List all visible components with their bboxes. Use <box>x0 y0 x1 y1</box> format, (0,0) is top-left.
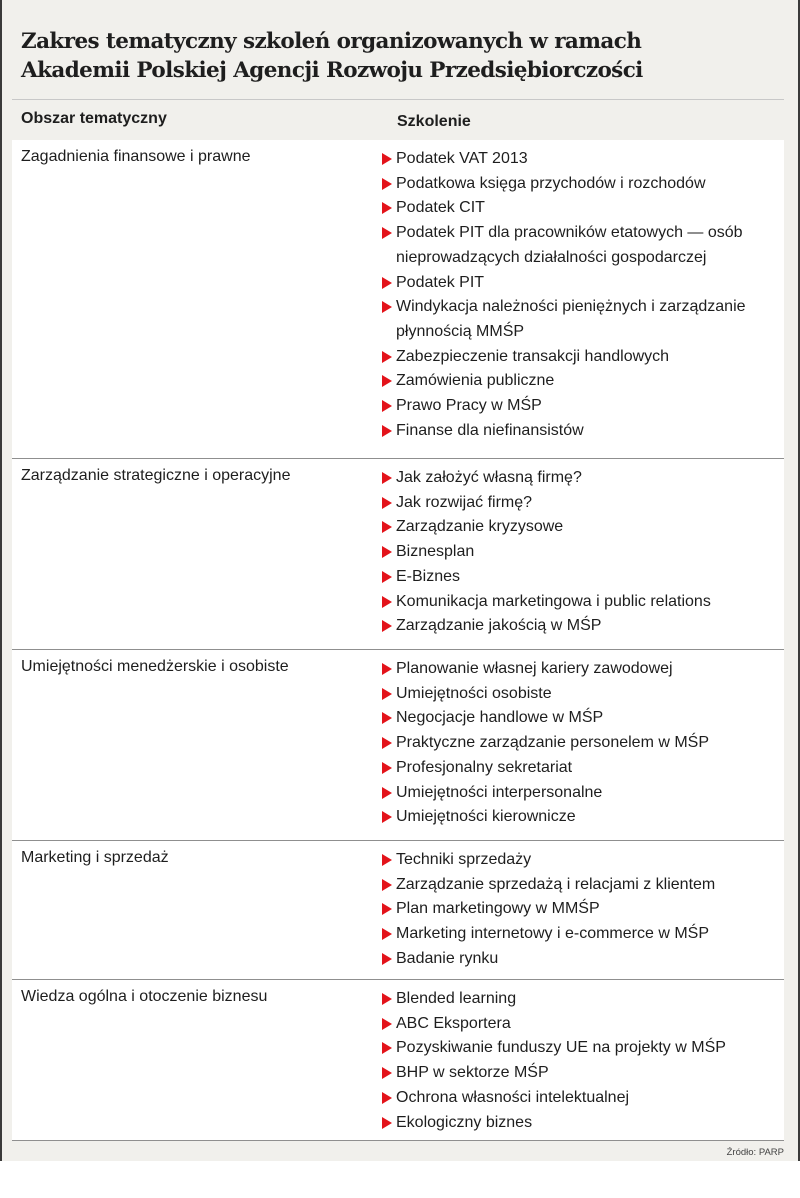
bullet-arrow-icon <box>382 202 392 214</box>
course-name: Podatek PIT dla pracowników etatowych — osób <box>396 224 743 242</box>
table-header <box>12 99 784 142</box>
list-item <box>381 271 746 296</box>
topic-area-label: Zagadnienia finansowe i prawne <box>21 148 251 165</box>
bullet-arrow-icon <box>382 546 392 558</box>
list-item <box>381 172 746 197</box>
list-item <box>381 369 746 394</box>
bullet-arrow-icon <box>382 277 392 289</box>
course-name: Umiejętności interpersonalne <box>396 783 603 801</box>
course-name: Pozyskiwanie funduszy UE na projekty w MŚP <box>396 1039 726 1057</box>
course-list <box>381 987 726 1135</box>
page-margin <box>0 1161 800 1198</box>
bullet-arrow-icon <box>382 879 392 891</box>
course-name: Ochrona własności intelektualnej <box>396 1088 630 1106</box>
course-name: E-Biznes <box>396 567 461 585</box>
topic-area-label: Wiedza ogólna i otoczenie biznesu <box>21 988 268 1005</box>
bullet-arrow-icon <box>382 497 392 509</box>
course-name: Planowanie własnej kariery zawodowej <box>396 660 673 677</box>
list-item <box>381 295 746 344</box>
course-list <box>381 147 746 443</box>
course-name: Umiejętności osobiste <box>396 684 552 702</box>
column-header-course: Szkolenie <box>397 113 471 130</box>
list-item <box>381 394 746 419</box>
bullet-arrow-icon <box>382 688 392 700</box>
course-name: Windykacja należności pieniężnych i zarządzanie <box>396 298 746 316</box>
bullet-arrow-icon <box>382 993 392 1005</box>
bullet-arrow-icon <box>382 1092 392 1104</box>
course-name: Podatek PIT <box>396 273 485 291</box>
list-item <box>381 590 711 615</box>
bullet-arrow-icon <box>382 1067 392 1079</box>
topic-area-label: Marketing i sprzedaż <box>21 849 169 866</box>
table-row <box>12 650 784 841</box>
bullet-arrow-icon <box>382 521 392 533</box>
list-item <box>381 897 715 922</box>
course-name: Jak założyć własną firmę? <box>396 469 582 486</box>
course-name: Plan marketingowy w MMŚP <box>396 900 600 918</box>
course-name: Praktyczne zarządzanie personelem w MŚP <box>396 734 710 752</box>
bullet-arrow-icon <box>382 227 392 239</box>
course-name: Komunikacja marketingowa i public relations <box>396 592 711 610</box>
course-name: Blended learning <box>396 990 517 1007</box>
list-item <box>381 848 715 873</box>
course-name: Techniki sprzedaży <box>396 851 532 868</box>
column-header-area: Obszar tematyczny <box>21 110 167 127</box>
list-item <box>381 1012 726 1037</box>
course-name: Zabezpieczenie transakcji handlowych <box>396 347 670 365</box>
bullet-arrow-icon <box>382 178 392 190</box>
list-item <box>381 706 709 731</box>
course-name: BHP w sektorze MŚP <box>396 1064 549 1082</box>
course-name: Umiejętności kierownicze <box>396 808 576 826</box>
list-item <box>381 491 711 516</box>
course-name: Badanie rynku <box>396 949 499 967</box>
bullet-arrow-icon <box>382 620 392 632</box>
list-item <box>381 466 711 491</box>
bullet-arrow-icon <box>382 663 392 675</box>
list-item <box>381 565 711 590</box>
bullet-arrow-icon <box>382 712 392 724</box>
source-note: Źródło: PARP <box>726 1147 784 1158</box>
bullet-arrow-icon <box>382 400 392 412</box>
course-list <box>381 848 715 972</box>
course-name: Negocjacje handlowe w MŚP <box>396 709 604 727</box>
title-line-2: Akademii Polskiej Agencji Rozwoju Przedsiębiorczości <box>21 58 643 83</box>
list-item <box>381 781 709 806</box>
list-item <box>381 147 746 172</box>
table-row <box>12 841 784 980</box>
bullet-arrow-icon <box>382 787 392 799</box>
list-item <box>381 540 711 565</box>
table-row <box>12 980 784 1141</box>
list-item <box>381 922 715 947</box>
bullet-arrow-icon <box>382 375 392 387</box>
course-list <box>381 466 711 639</box>
bullet-arrow-icon <box>382 301 392 313</box>
course-list <box>381 657 709 830</box>
course-name: nieprowadzących działalności gospodarczej <box>396 248 707 266</box>
course-name: Zarządzanie kryzysowe <box>396 518 564 536</box>
bullet-arrow-icon <box>382 737 392 749</box>
bullet-arrow-icon <box>382 351 392 363</box>
bullet-arrow-icon <box>382 854 392 866</box>
list-item <box>381 196 746 221</box>
list-item <box>381 1111 726 1136</box>
bullet-arrow-icon <box>382 928 392 940</box>
bullet-arrow-icon <box>382 596 392 608</box>
course-name: płynnością MMŚP <box>396 322 525 340</box>
bullet-arrow-icon <box>382 762 392 774</box>
list-item <box>381 221 746 270</box>
course-name: Zamówienia publiczne <box>396 372 555 390</box>
list-item <box>381 873 715 898</box>
course-name: Prawo Pracy w MŚP <box>396 397 542 415</box>
list-item <box>381 419 746 444</box>
list-item <box>381 731 709 756</box>
topic-area-label: Umiejętności menedżerskie i osobiste <box>21 658 289 675</box>
table-row <box>12 140 784 459</box>
list-item <box>381 756 709 781</box>
list-item <box>381 614 711 639</box>
list-item <box>381 657 709 682</box>
bullet-arrow-icon <box>382 153 392 165</box>
course-name: Marketing internetowy i e-commerce w MŚP <box>396 925 709 943</box>
bullet-arrow-icon <box>382 903 392 915</box>
course-name: Jak rozwijać firmę? <box>396 493 533 511</box>
list-item <box>381 1036 726 1061</box>
course-name: Biznesplan <box>396 543 475 561</box>
bullet-arrow-icon <box>382 953 392 965</box>
course-name: Podatek VAT 2013 <box>396 150 528 167</box>
list-item <box>381 682 709 707</box>
table-row <box>12 459 784 650</box>
list-item <box>381 947 715 972</box>
bullet-arrow-icon <box>382 811 392 823</box>
course-name: Zarządzanie sprzedażą i relacjami z klientem <box>396 875 716 893</box>
title-line-1: Zakres tematyczny szkoleń organizowanych w ramach <box>21 29 642 54</box>
table-title <box>21 27 761 85</box>
course-name: Ekologiczny biznes <box>396 1113 533 1131</box>
bullet-arrow-icon <box>382 571 392 583</box>
list-item <box>381 987 726 1012</box>
course-name: ABC Eksportera <box>396 1014 511 1032</box>
list-item <box>381 515 711 540</box>
bullet-arrow-icon <box>382 1018 392 1030</box>
bullet-arrow-icon <box>382 425 392 437</box>
topic-area-label: Zarządzanie strategiczne i operacyjne <box>21 467 291 484</box>
course-name: Podatkowa księga przychodów i rozchodów <box>396 174 706 192</box>
bullet-arrow-icon <box>382 472 392 484</box>
course-name: Profesjonalny sekretariat <box>396 758 573 776</box>
list-item <box>381 345 746 370</box>
course-name: Podatek CIT <box>396 199 485 217</box>
list-item <box>381 1061 726 1086</box>
course-name: Zarządzanie jakością w MŚP <box>396 617 602 635</box>
bullet-arrow-icon <box>382 1042 392 1054</box>
list-item <box>381 1086 726 1111</box>
course-name: Finanse dla niefinansistów <box>396 421 584 439</box>
list-item <box>381 805 709 830</box>
bullet-arrow-icon <box>382 1117 392 1129</box>
